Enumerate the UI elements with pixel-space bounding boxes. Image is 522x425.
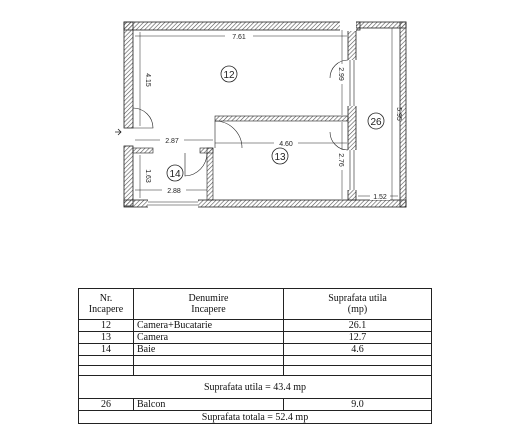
window-top-right bbox=[340, 21, 356, 31]
wall-top bbox=[124, 22, 360, 30]
dim-right-upper: 2.99 bbox=[337, 67, 344, 81]
dim-left-height: 4.15 bbox=[144, 73, 151, 87]
door-entrance bbox=[133, 108, 153, 128]
dim-bath-height: 1.63 bbox=[144, 169, 151, 183]
door-balcony-lower bbox=[330, 132, 348, 150]
cell-area: 9.0 bbox=[284, 399, 432, 411]
room-label-14: 14 bbox=[169, 169, 181, 180]
window-right-upper bbox=[347, 60, 357, 106]
dim-balcony-width: 1.52 bbox=[373, 194, 387, 201]
header-area bbox=[284, 289, 432, 320]
partition-bath-right bbox=[207, 148, 213, 200]
window-bottom-left bbox=[148, 199, 198, 208]
wall-left-lower bbox=[124, 146, 133, 206]
window-right-lower bbox=[347, 150, 357, 190]
header-nr bbox=[79, 289, 134, 320]
table-row-empty bbox=[79, 356, 432, 366]
cell-name: Balcon bbox=[134, 399, 284, 411]
header-nr-text: Nr. Incapere bbox=[88, 293, 124, 315]
partition-12-13 bbox=[215, 116, 348, 121]
cell-nr: 14 bbox=[79, 344, 134, 356]
room-label-12: 12 bbox=[223, 70, 235, 81]
partition-bath-top bbox=[133, 148, 153, 153]
header-area-text: Suprafata utila (mp) bbox=[328, 293, 387, 315]
header-name bbox=[134, 289, 284, 320]
partition-bath-top-right bbox=[200, 148, 213, 153]
cell-area: 12.7 bbox=[284, 332, 432, 344]
table-header-row bbox=[79, 289, 432, 320]
table-row bbox=[79, 332, 432, 344]
entrance-arrow-icon bbox=[115, 129, 121, 135]
cell-area: 4.6 bbox=[284, 344, 432, 356]
dim-corridor-width: 2.87 bbox=[165, 138, 179, 145]
dim-middle-width: 4.60 bbox=[279, 141, 293, 148]
area-table bbox=[78, 288, 432, 424]
room-label-13: 13 bbox=[274, 152, 286, 163]
wall-left-upper bbox=[124, 22, 133, 128]
cell-name: Baie bbox=[134, 344, 284, 356]
cell-nr: 12 bbox=[79, 320, 134, 332]
grand-total: Suprafata totala = 52.4 mp bbox=[79, 411, 432, 424]
cell-name: Camera+Bucatarie bbox=[134, 320, 284, 332]
door-bath bbox=[185, 153, 207, 176]
header-name-text: Denumire Incapere bbox=[188, 293, 229, 315]
table-row bbox=[79, 320, 432, 332]
useful-total-row bbox=[79, 376, 432, 399]
table-row-empty bbox=[79, 366, 432, 376]
grand-total-row bbox=[79, 411, 432, 424]
cell-area: 26.1 bbox=[284, 320, 432, 332]
cell-nr: 13 bbox=[79, 332, 134, 344]
useful-total: Suprafata utila = 43.4 mp bbox=[79, 376, 432, 399]
dim-bath-width: 2.88 bbox=[167, 188, 181, 195]
table-row bbox=[79, 344, 432, 356]
wall-balcony-top bbox=[356, 22, 406, 28]
dim-top-width: 7.61 bbox=[232, 34, 246, 41]
dim-balcony-height: 5.95 bbox=[395, 107, 402, 121]
dim-right-lower: 2.76 bbox=[337, 153, 344, 167]
balcony-row bbox=[79, 399, 432, 411]
cell-name: Camera bbox=[134, 332, 284, 344]
door-room13 bbox=[215, 121, 242, 148]
room-label-26: 26 bbox=[370, 117, 382, 128]
cell-nr: 26 bbox=[79, 399, 134, 411]
